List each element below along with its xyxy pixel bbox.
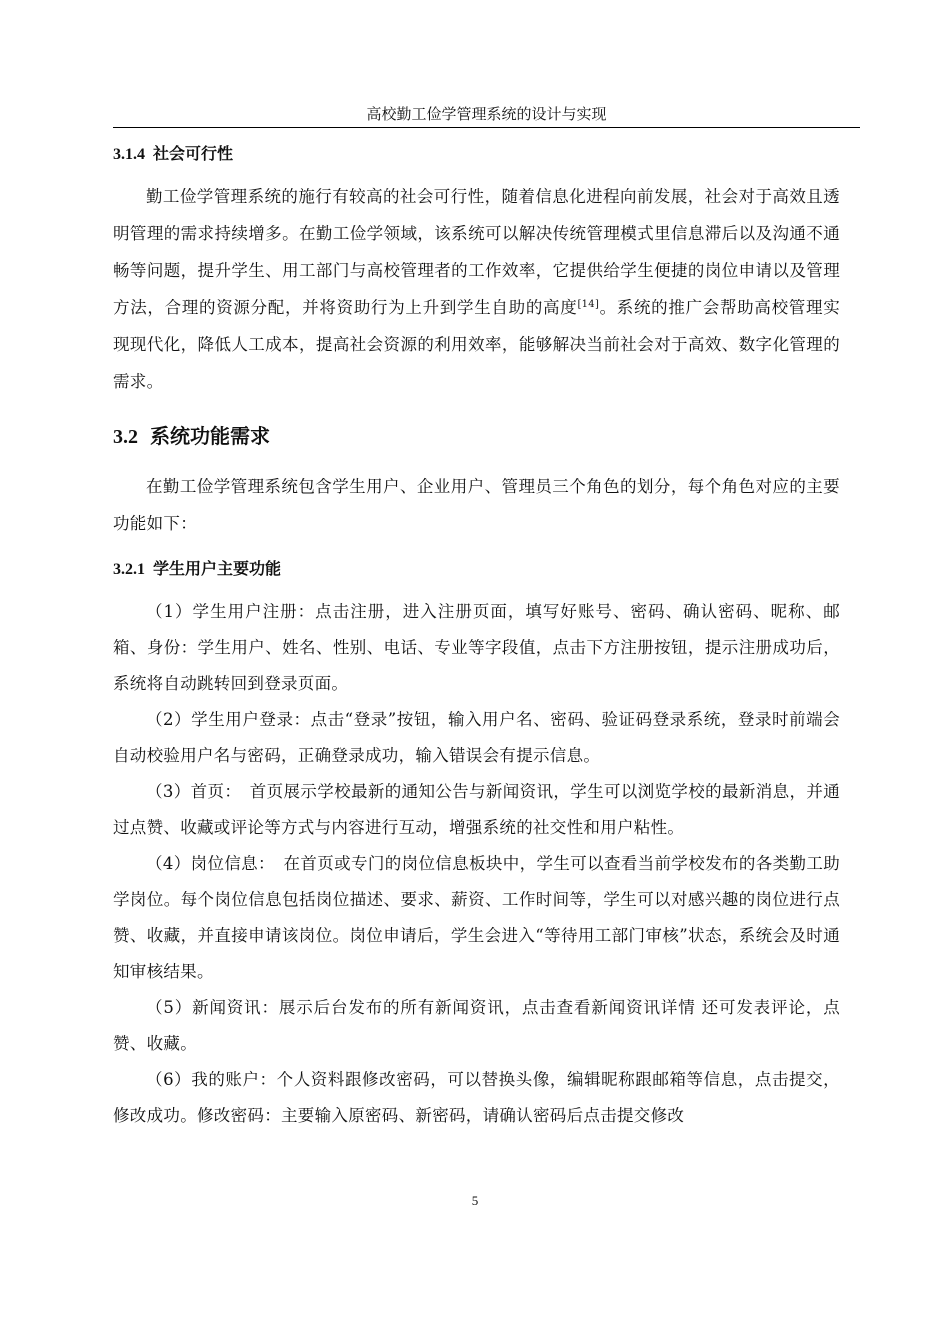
list-item: （5）新闻资讯：展示后台发布的所有新闻资讯，点击查看新闻资讯详情 还可发表评论，点赞、收藏。 [113, 998, 840, 1053]
running-header: 高校勤工俭学管理系统的设计与实现 [366, 105, 607, 123]
heading-number: 3.2.1 [113, 561, 145, 578]
list-item: （3）首页： 首页展示学校最新的通知公告与新闻资讯，学生可以浏览学校的最新消息，并通过点赞、收藏或评论等方式与内容进行互动，增强系统的社交性和用户粘性。 [113, 782, 840, 837]
list-item: （6）我的账户：个人资料跟修改密码，可以替换头像，编辑昵称跟邮箱等信息，点击提交，修改成功。修改密码：主要输入原密码、新密码，请确认密码后点击提交修改 [113, 1070, 840, 1125]
page-number: 5 [471, 1193, 479, 1208]
heading-title: 系统功能需求 [150, 424, 270, 448]
header-rule [113, 127, 860, 128]
heading-3-2 [113, 420, 840, 452]
heading-3-2-1 [113, 556, 840, 582]
paragraph-text: 勤工俭学管理系统的施行有较高的社会可行性，随着信息化进程向前发展，社会对于高效且透明管理的需求持续增多。在勤工俭学领域，该系统可以解决传统管理模式里信息滞后以及沟通不通畅等问题，提升学生、用工部门与高校管理者的工作效率，它提供给学生便捷的岗位申请以及管理方法，合理的资源分配，并将资助行为上升到学生自助的高度 [113, 187, 840, 317]
heading-number: 3.2 [113, 426, 138, 448]
list-item: （1）学生用户注册：点击注册，进入注册页面，填写好账号、密码、确认密码、昵称、邮箱、身份：学生用户、姓名、性别、电话、专业等字段值，点击下方注册按钮，提示注册成功后，系统将自动跳转回到登录页面。 [113, 602, 840, 693]
heading-title: 社会可行性 [153, 144, 234, 163]
list-item: （2）学生用户登录：点击“登录”按钮，输入用户名、密码、验证码登录系统，登录时前端会自动校验用户名与密码，正确登录成功，输入错误会有提示信息。 [113, 710, 840, 765]
list-item: （4）岗位信息： 在首页或专门的岗位信息板块中，学生可以查看当前学校发布的各类勤工助学岗位。每个岗位信息包括岗位描述、要求、薪资、工作时间等，学生可以对感兴趣的岗位进行点赞、收藏，并直接申请该岗位。岗位申请后，学生会进入“等待用工部门审核”状态，系统会及时通知审核结果。 [113, 854, 840, 981]
heading-title: 学生用户主要功能 [153, 559, 282, 578]
page-content [113, 141, 840, 1134]
heading-3-1-4 [113, 141, 840, 167]
paragraph-roles-intro: 在勤工俭学管理系统包含学生用户、企业用户、管理员三个角色的划分，每个角色对应的主要功能如下： [113, 477, 840, 533]
citation-ref: [14] [577, 299, 600, 310]
heading-number: 3.1.4 [113, 146, 145, 163]
paragraph-social-feasibility [113, 178, 840, 400]
paragraph-text: 。系统的推广会帮助高校管理实现现代化，降低人工成本，提高社会资源的利用效率，能够解决当前社会对于高效、数字化管理的需求。 [113, 298, 840, 391]
